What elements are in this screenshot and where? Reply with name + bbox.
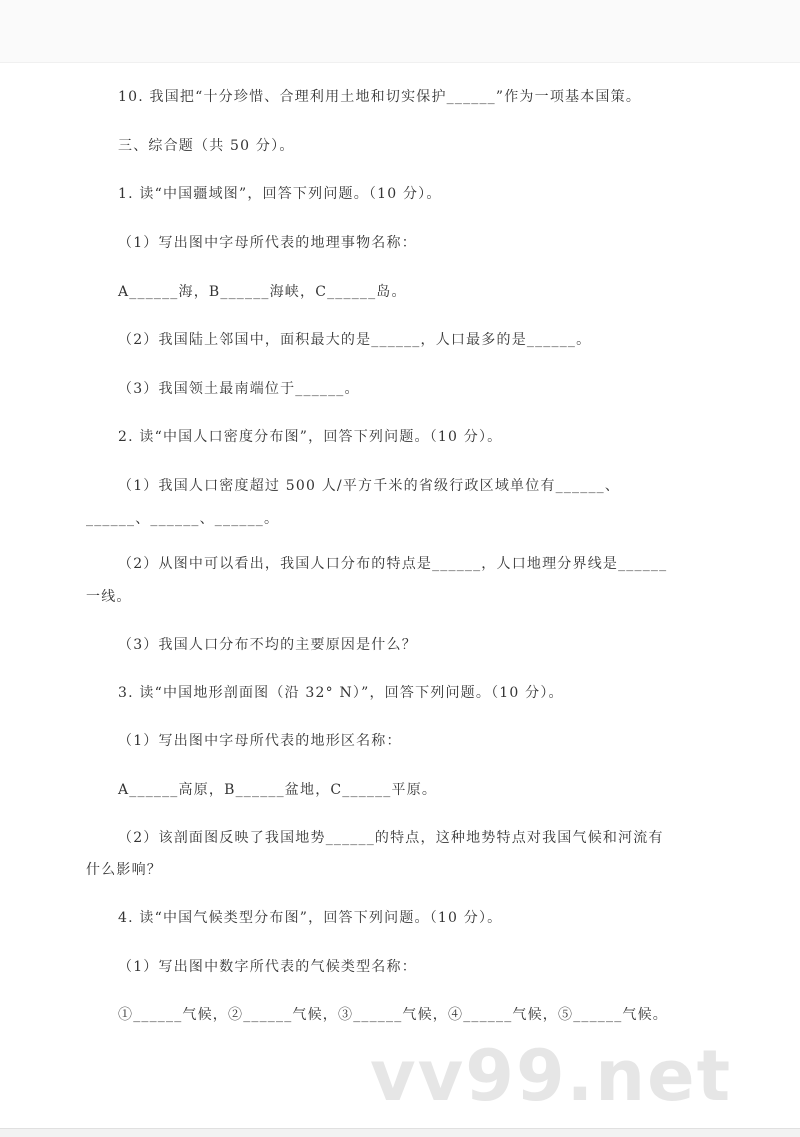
question-1-part-3: （3）我国领土最南端位于______。	[118, 381, 360, 397]
question-4-title: 4. 读“中国气候类型分布图”，回答下列问题。（10 分）。	[118, 910, 503, 926]
watermark: vv99.net	[370, 1035, 733, 1117]
question-3-title: 3. 读“中国地形剖面图（沿 32° N）”，回答下列问题。（10 分）。	[118, 685, 564, 701]
question-10: 10. 我国把“十分珍惜、合理利用土地和切实保护______”作为一项基本国策。	[118, 89, 642, 105]
question-2-title: 2. 读“中国人口密度分布图”，回答下列问题。（10 分）。	[118, 429, 503, 445]
question-2-part-2-cont: 一线。	[86, 589, 132, 605]
page-top-margin	[0, 0, 800, 63]
question-3-part-1: （1）写出图中字母所代表的地形区名称：	[118, 733, 402, 749]
question-2-part-1-cont: ______、______、______。	[86, 511, 280, 527]
question-1-part-1: （1）写出图中字母所代表的地理事物名称：	[118, 235, 417, 251]
question-1-title: 1. 读“中国疆域图”，回答下列问题。（10 分）。	[118, 186, 442, 202]
page-bottom-edge	[0, 1128, 800, 1137]
question-3-part-2: （2）该剖面图反映了我国地势______的特点，这种地势特点对我国气候和河流有	[118, 830, 664, 846]
section-heading: 三、综合题（共 50 分）。	[118, 138, 295, 154]
question-2-part-2: （2）从图中可以看出，我国人口分布的特点是______，人口地理分界线是______	[118, 556, 668, 572]
question-2-part-3: （3）我国人口分布不均的主要原因是什么？	[118, 637, 417, 653]
question-3-part-2-cont: 什么影响？	[86, 862, 162, 878]
question-2-part-1: （1）我国人口密度超过 500 人/平方千米的省级行政区域单位有______、	[118, 478, 621, 494]
question-4-part-1: （1）写出图中数字所代表的气候类型名称：	[118, 959, 417, 975]
question-3-part-1-blanks: A______高原，B______盆地，C______平原。	[118, 782, 438, 798]
question-1-part-1-blanks: A______海，B______海峡，C______岛。	[118, 284, 407, 300]
question-1-part-2: （2）我国陆上邻国中，面积最大的是______，人口最多的是______。	[118, 332, 592, 348]
question-4-part-1-blanks: ①______气候，②______气候，③______气候，④______气候，⑤______气候。	[118, 1007, 668, 1023]
